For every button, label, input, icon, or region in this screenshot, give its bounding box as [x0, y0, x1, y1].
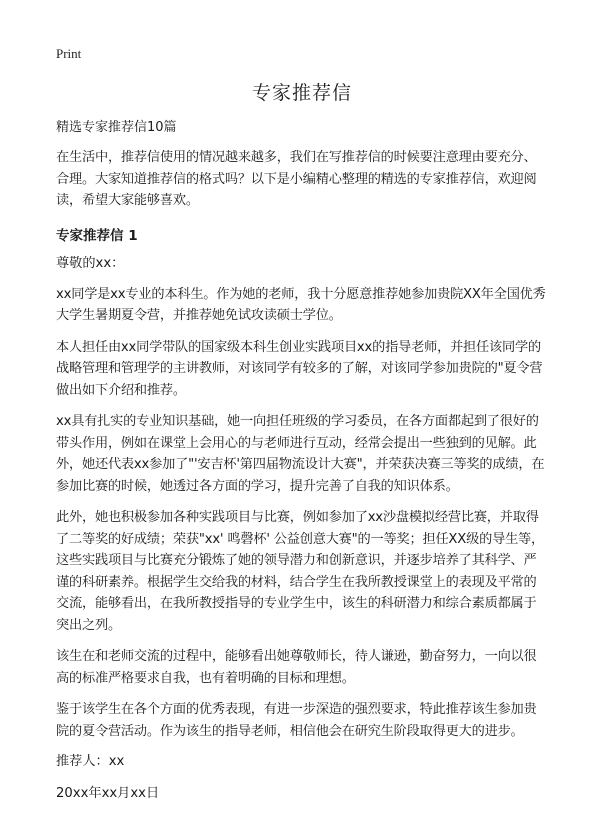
letter-date: 20xx年xx月xx日	[56, 786, 160, 801]
document-body	[56, 78, 548, 816]
letter-paragraph-2: 本人担任由xx同学带队的国家级本科生创业实践项目xx的指导老师，并担任该同学的战略管理和管理学的主讲教师，对该同学有较多的了解，对该同学参加贵院的"夏令营做出如下介绍和推荐。	[56, 339, 543, 398]
document-title: 专家推荐信	[251, 82, 352, 104]
letter-paragraph-4: 此外，她也积极参加各种实践项目与比赛，例如参加了xx沙盘模拟经营比赛，并取得了二等奖的好成绩；荣获"xx' 鸣磬杯' 公益创意大赛"的一等奖；担任XX级的导生等，这些实践项目与比赛充分锻炼了她的领导潜力和创新意识，并逐步培养了其科学、严谨的科研素养。根据学生交给我的材料，结合学生在我所教授课堂上的表现及平常的交流，能够看出，在我所教授指导的专业学生中，该生的科研潜力和综合素质都属于突出之列。	[56, 510, 545, 633]
letter-paragraph-3: xx具有扎实的专业知识基础，她一向担任班级的学习委员，在各方面都起到了很好的带头作用，例如在课堂上会用心的与老师进行互动，经常会提出一些独到的见解。此外，她还代表xx参加了"'安吉杯'第四届物流设计大赛"，并荣获决赛三等奖的成绩，在参加比赛的时候，她透过各方面的学习，提升完善了自我的知识体系。	[56, 414, 545, 494]
intro-paragraph: 在生活中，推荐信使用的情况越来越多，我们在写推荐信的时候要注意理由要充分、合理。大家知道推荐信的格式吗？以下是小编精心整理的精选的专家推荐信，欢迎阅读，希望大家能够喜欢。	[56, 150, 537, 208]
section-heading: 专家推荐信 1	[56, 227, 138, 244]
letter-greeting: 尊敬的xx：	[56, 255, 125, 271]
document-subtitle: 精选专家推荐信10篇	[56, 120, 177, 135]
letter-paragraph-5: 该生在和老师交流的过程中，能够看出她尊敬师长，待人谦逊，勤奋努力，一向以很高的标准严格要求自我，也有着明确的目标和理想。	[56, 649, 537, 686]
letter-paragraph-1: xx同学是xx专业的本科生。作为她的老师，我十分愿意推荐她参加贵院XX年全国优秀大学生暑期夏令营，并推荐她免试攻读硕士学位。	[56, 286, 546, 323]
recommender-line: 推荐人：xx	[56, 754, 125, 769]
print-link[interactable]: Print	[56, 46, 82, 61]
letter-paragraph-6: 鉴于该学生在各个方面的优秀表现，有进一步深造的强烈要求，特此推荐该生参加贵院的夏令营活动。作为该生的指导老师，相信他会在研究生阶段取得更大的进步。	[56, 702, 537, 739]
